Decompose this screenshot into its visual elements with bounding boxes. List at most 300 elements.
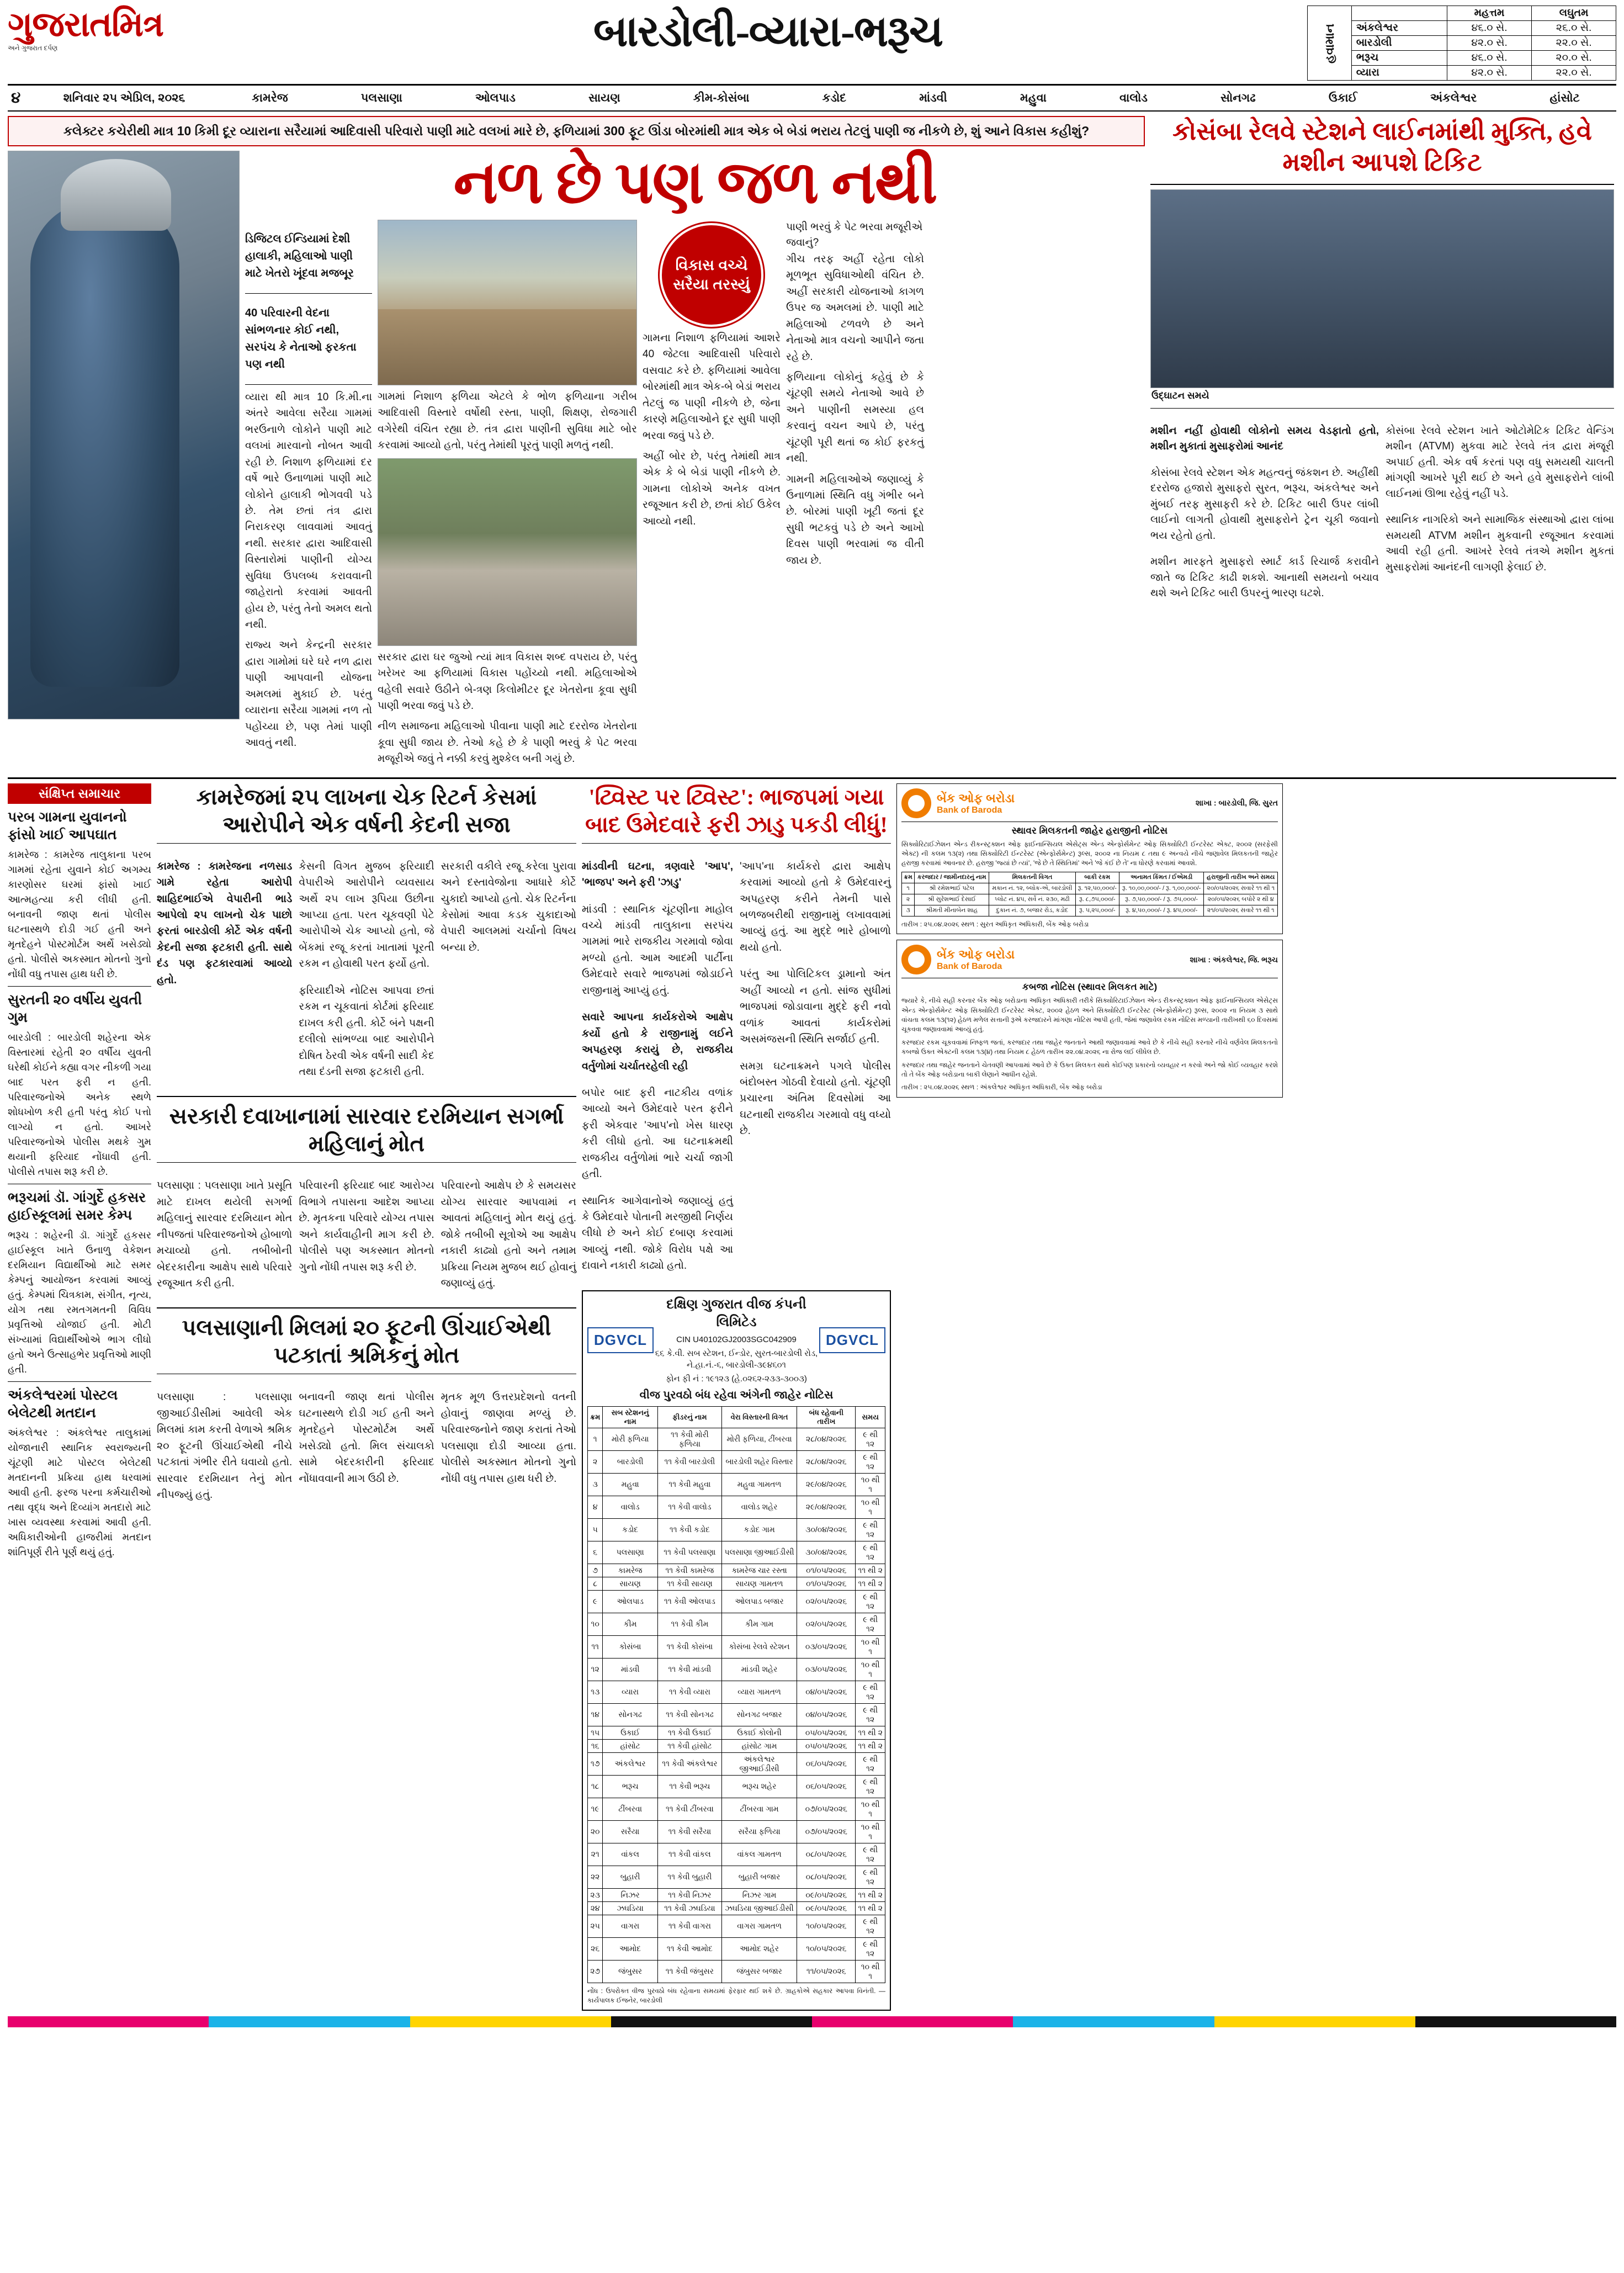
cell: ૨૮/૦૪/૨૦૨૬ [797, 1450, 856, 1473]
lead-body-para: નીળ સમાજના મહિલાઓ પીવાના પાણી માટે દરરોજ ખેતરોના કૂવા સુધી જાય છે. તેઓ કહે છે કે પાણી ભરવું કે પેટ ભરવા મજૂરીએ જવું તે નક્કી કરવું મુશ્કેલ બની ગયું છે. [378, 720, 637, 765]
cell: ૦૯/૦૫/૨૦૨૬ [797, 1888, 856, 1901]
dgvcl-table-header-row [588, 1406, 885, 1428]
dgvcl-ad-footer: નોંધ : ઉપરોક્ત વીજ પુરવઠો બંધ રહેવાના સમયમાં ફેરફાર થઈ શકે છે. ગ્રાહકોએ સહકાર આપવા વિનંતી. — કાર્યપાલક ઈજનેર, બારડોલી [587, 1986, 885, 2004]
color-swatch [410, 2016, 611, 2027]
cell: ૧૧ થી ૨ [856, 1739, 885, 1752]
cell: ૦૪/૦૫/૨૦૨૬ [797, 1681, 856, 1703]
region-item[interactable]: હાંસોટ [1549, 91, 1580, 104]
bank-auction-table [901, 872, 1278, 916]
cell: ૧૧ કેવી નિઝર [657, 1888, 721, 1901]
kamrej-body [157, 848, 576, 1091]
cell: ઓલપાડ બજાર [721, 1590, 797, 1613]
cell: ૧૪ [588, 1703, 603, 1726]
dgvcl-phone: ફોન ફી નં : ૧૯૧૨૩ (હે.૦૨૬૨-૨૩૩-૩૦૦૩) [666, 1374, 807, 1384]
cell: ૧૧ કેવી વ્યારા [657, 1681, 721, 1703]
cell: ૨ [588, 1450, 603, 1473]
brief-body: કામરેજ : કામરેજ તાલુકાના પરબ ગામમાં રહેતા યુવાને કોઈ અગમ્ય કારણોસર ઘરમાં ફાંસો ખાઈ આત્મહત્યા કરી લીધી હતી. બનાવની જાણ થતાં પોલીસ ઘટનાસ્થળે દોડી ગઈ હતી અને મૃતદેહને પોસ્ટમોર્ટમ અર્થે ખસેડ્યો હતો. પોલીસે અકસ્માત મોતનો ગુનો નોંધી વધુ તપાસ હાથ ધરી છે. [8, 849, 151, 979]
masthead [8, 6, 1616, 86]
kamrej-col-1 [157, 848, 292, 1091]
weather-max-header: મહત્તમ [1447, 6, 1531, 21]
bank-ads-column [896, 783, 1283, 2011]
table-row [588, 1752, 885, 1775]
photo-woman-carrying-pot [8, 151, 240, 719]
color-swatch [1214, 2016, 1415, 2027]
hospital-col-3 [441, 1167, 576, 1302]
bank-notice-body-2: કરજદાર રકમ ચૂકવવામાં નિષ્ફળ જતાં, કરજદાર તથા જાહેર જનતાને આથી જણાવવામાં આવે છે કે નીચે સહી કરનારે નીચે વર્ણવેલ મિલકતનો કબજો ઉક્ત એક્ટની કલમ ૧૩(૪) તથા નિયમ ૮ હેઠળ તારીખ ૨૨.૦૪.૨૦૨૬ ના રોજ લઈ લીધેલ છે. [901, 1038, 1278, 1056]
cell: રૂ. ૮,૭૫,૦૦૦/- [1075, 894, 1119, 905]
cell: ૦૫/૦૫/૨૦૨૬ [797, 1739, 856, 1752]
dgvcl-cin: CIN U40102GJ2003SGC042909 [676, 1334, 797, 1344]
kosamba-headline: કોસંબા રેલવે સ્ટેશને લાઈનમાંથી મુક્તિ, હવે મશીન આપશે ટિકિટ [1150, 116, 1614, 185]
cell: ૧૧ કેવી અંકલેશ્વર [657, 1752, 721, 1775]
table-row [588, 1496, 885, 1518]
kosamba-body [1150, 413, 1614, 612]
table-row [588, 1901, 885, 1915]
cell: ૨૧/૦૫/૨૦૨૬ સવારે ૧૧ થી ૧ [1204, 905, 1278, 916]
table-row [588, 1590, 885, 1613]
weather-box [1307, 6, 1616, 81]
weather-min: ૨૨.૦ સે. [1532, 66, 1616, 81]
cell: ૨૯/૦૪/૨૦૨૬ [797, 1496, 856, 1518]
cell: ૬ [588, 1541, 603, 1564]
cell: ૧૧ કેવી ઓલપાડ [657, 1590, 721, 1613]
region-item[interactable]: ઓલપાડ [475, 91, 516, 104]
cell: ૧૧ કેવી ટીંબરવા [657, 1798, 721, 1820]
kosamba-col-2 [1386, 413, 1614, 612]
cell: ૦૬/૦૫/૨૦૨૬ [797, 1752, 856, 1775]
cell: વાંકલ [603, 1843, 658, 1866]
brief-item [8, 1189, 151, 1377]
bank-notice-title: સ્થાવર મિલકતની જાહેર હરાજીની નોટિસ [1011, 825, 1168, 836]
cell: નિઝર ગામ [721, 1888, 797, 1901]
hospital-body-para: પરિવારનો આક્ષેપ છે કે સમયસર યોગ્ય સારવાર આપવામાં ન આવતાં મહિલાનું મોત થયું હતું. જોકે તબીબી સૂત્રોએ આ આક્ષેપ નકારી કાઢ્યો હતો અને તમામ પ્રક્રિયા નિયમ મુજબ થઈ હોવાનું જણાવ્યું હતું. [441, 1180, 576, 1290]
cell: ૩ [902, 905, 915, 916]
cell: ૨૦/૦૫/૨૦૨૬ સવારે ૧૧ થી ૧ [1204, 883, 1278, 894]
table-row [588, 1820, 885, 1843]
brief-title: સુરતની ૨૦ વર્ષીય યુવતી ગુમ [8, 992, 142, 1026]
photo-women-walking-village [378, 220, 637, 385]
table-row [588, 1658, 885, 1681]
color-swatch [1013, 2016, 1214, 2027]
bank-branch: શાખા : અંકલેશ્વર, જિ. ભરૂચ [1190, 955, 1278, 964]
twist-body [582, 848, 891, 1285]
twist-kicker-2: સવારે આપના કાર્યકરોએ આક્ષેપ કર્યો હતો કે રાજીનામું લઈને અપહરણ કરાયું છે, રાજકીય વર્તુળોમાં ચર્ચાતરહેલી રહી [582, 1011, 733, 1072]
cell: રૂ. ૭,૫૦,૦૦૦/- / રૂ. ૭૫,૦૦૦/- [1119, 894, 1203, 905]
divider [157, 1162, 576, 1163]
cell: ૦૭/૦૫/૨૦૨૬ [797, 1820, 856, 1843]
cell: ૩૦/૦૪/૨૦૨૬ [797, 1518, 856, 1541]
brief-item [8, 991, 151, 1179]
edition-nav-strip [8, 86, 1616, 112]
color-swatch [1415, 2016, 1616, 2027]
divider [245, 384, 372, 385]
cell: ૦૧/૦૫/૨૦૨૬ [797, 1577, 856, 1590]
cell: ૦૨/૦૫/૨૦૨૬ [797, 1590, 856, 1613]
divider [582, 843, 891, 844]
region-item[interactable]: સોનગઢ [1220, 91, 1256, 104]
divider [1150, 408, 1614, 409]
table-row [588, 1775, 885, 1798]
kosamba-body-para: કોસંબા રેલવે સ્ટેશન ખાતે ઓટોમેટિક ટિકિટ વેન્ડિંગ મશીન (ATVM) મુકવા માટે રેલવે તંત્ર દ્વારા મંજૂરી અપાઈ હતી. એક વર્ષ કરતાં પણ વધુ સમયથી ચાલતી માંગણી આખરે પૂરી થઈ છે અને હવે મુસાફરોને લાંબી લાઈનમાં ઊભા રહેવું નહીં પડે. [1386, 425, 1614, 500]
cell: પલસાણા [603, 1541, 658, 1564]
cell: મહુવા [603, 1473, 658, 1496]
region-item[interactable]: કડોદ [822, 91, 847, 104]
cell: ૯ થી ૧૨ [856, 1866, 885, 1888]
cell: ૨૩ [588, 1888, 603, 1901]
cell: સાયણ ગામતળ [721, 1577, 797, 1590]
cell: ૧૫ [588, 1726, 603, 1739]
cell: ૧૧ કેવી ઝઘડિયા [657, 1901, 721, 1915]
cell: સરૈયા [603, 1820, 658, 1843]
cell: ૦૭/૦૫/૨૦૨૬ [797, 1798, 856, 1820]
cell: ૦૪/૦૫/૨૦૨૬ [797, 1703, 856, 1726]
publication-logo [8, 6, 229, 52]
cell: માંડવી [603, 1658, 658, 1681]
cell: વ્યારા [603, 1681, 658, 1703]
region-item[interactable]: કીમ-કોસંબા [693, 91, 750, 104]
cell: ૧૧ કેવી બારડોલી [657, 1450, 721, 1473]
cell: ૮ [588, 1577, 603, 1590]
cell: ૯ થી ૧૨ [856, 1428, 885, 1450]
cell: કોસંબા [603, 1635, 658, 1658]
cell: અંકલેશ્વર [603, 1752, 658, 1775]
table-row [588, 1635, 885, 1658]
dgvcl-col-header: ક્રમ [588, 1406, 603, 1428]
bank-notice-body: સિક્યોરિટાઈઝેશન એન્ડ રીકન્સ્ટ્રક્શન ઓફ ફાઈનાન્સિયલ એસેટ્સ એન્ડ એન્ફોર્સમેન્ટ ઓફ સિક્યોરિટી ઈન્ટરેસ્ટ એક્ટ, ૨૦૦૨ (સરફેસી એક્ટ) ની કલમ ૧૩(૨) તથા સિક્યોરિટી ઈન્ટરેસ્ટ (એન્ફોર્સમેન્ટ) રૂલ્સ, ૨૦૦૨ ના નિયમ ૮ તથા ૯ અન્વયે નીચે જણાવેલ મિલકતની જાહેર હરાજી કરવામાં આવનાર છે. હરાજી 'જ્યાં છે ત્યાં', 'જે છે તે સ્થિતિમાં' અને 'જે કંઈ છે તે' ના ધોરણે કરવામાં આવશે. [901, 840, 1278, 867]
cell: ૧૧ કેવી વાગરા [657, 1915, 721, 1937]
region-item[interactable]: ઉકાઈ [1328, 91, 1357, 104]
cell: આમોદ શહેર [721, 1937, 797, 1960]
hospital-body [157, 1167, 576, 1302]
lead-body-para: ગામના નિશાળ ફળિયામાં આશરે 40 જેટલા આદિવાસી પરિવારો વસવાટ કરે છે. ફળિયામાં આવેલા બોરમાંથી માત્ર એક-બે બેડાં ભરાય તેટલું જ પાણી નીકળે છે, જેના કારણે મહિલાઓને દૂર સુધી પાણી ભરવા જવું પડે છે. [643, 332, 781, 442]
bank-col-header: બાકી રકમ [1075, 872, 1119, 883]
kamrej-body-para: ફરિયાદીએ નોટિસ આપવા છતાં રકમ ન ચૂકવાતાં કોર્ટમાં ફરિયાદ દાખલ કરી હતી. કોર્ટે બંને પક્ષની દલીલો સાંભળ્યા બાદ આરોપીને દોષિત ઠેરવી એક વર્ષની સાદી કેદ તથા દંડની સજા ફટકારી હતી. [299, 984, 434, 1078]
lead-body-para: રાજ્ય અને કેન્દ્રની સરકાર દ્વારા ગામોમાં ઘરે ઘરે નળ દ્વારા પાણી આપવાની યોજના અમલમાં મુકાઈ છે. પરંતુ વ્યારાના સરૈયા ગામમાં નળ તો પહોંચ્યા છે, પણ તેમાં પાણી આવતું નથી. [245, 639, 372, 749]
cell: ૯ થી ૧૨ [856, 1843, 885, 1866]
cell: વાંકલ ગામતળ [721, 1843, 797, 1866]
hospital-col-2 [299, 1167, 434, 1302]
table-row [588, 1703, 885, 1726]
cell: ભરૂચ શહેર [721, 1775, 797, 1798]
weather-city: અંકલેશ્વર [1351, 21, 1447, 36]
region-item[interactable]: કામરેજ [252, 91, 288, 104]
cell: પ્લોટ નં. ૪૫, સર્વે નં. ૨૩૦, મઢી [989, 894, 1075, 905]
lead-banner-text: કલેક્ટર કચેરીથી માત્ર 10 કિમી દૂર વ્યારાના સરૈયામાં આદિવાસી પરિવારો પાણી માટે વલખાં મારે છે, ફળિયામાં 300 ફૂટ ઊંડા બોરમાંથી માત્ર એક બે બેડાં ભરાય તેટલું પાણી જ નીકળે છે, શું આને વિકાસ કહીશું? [8, 116, 1145, 146]
table-row [588, 1798, 885, 1820]
mill-body-para: પલસાણા : પલસાણા જીઆઈડીસીમાં આવેલી એક મિલમાં કામ કરતી વેળાએ શ્રમિક ૨૦ ફૂટની ઊંચાઈએથી નીચે પટકાતાં ગંભીર રીતે ઘવાયો હતો. સારવાર દરમિયાન તેનું મોત નીપજ્યું હતું. [157, 1391, 293, 1501]
cell: ટીંબરવા ગામ [721, 1798, 797, 1820]
cell: ૧૧ થી ૨ [856, 1901, 885, 1915]
cell: રૂ. ૧૨,૫૦,૦૦૦/- [1075, 883, 1119, 894]
color-registration-bar [8, 2016, 1616, 2027]
cell: શ્રી રમેશભાઈ પટેલ [915, 883, 989, 894]
divider [157, 843, 576, 844]
weather-blank-header [1351, 6, 1447, 21]
lead-body-para: વ્યારા થી માત્ર 10 કિ.મી.ના અંતરે આવેલા સરૈયા ગામમાં ભરઉનાળે લોકોને પાણી માટે વલખાં મારવાનો નોબત આવી રહી છે. નિશાળ ફળિયામાં દર વર્ષે ભારે ઉનાળામાં પાણી માટે લોકોને હાલાકી ભોગવવી પડે છે. તેમ છતાં તંત્ર દ્વારા નિરાકરણ લાવવામાં આવતું નથી. સરકાર દ્વારા આદિવાસી વિસ્તારોમાં પાણીની યોગ્ય સુવિધા ઉપલબ્ધ કરાવવાની જાહેરાતો કરવામાં આવતી હોય છે, પરંતુ તેનો અમલ થતો નથી. [245, 391, 372, 631]
cell: સોનગઢ [603, 1703, 658, 1726]
cell: વાગરા ગામતળ [721, 1915, 797, 1937]
weather-city: ભરૂચ [1351, 51, 1447, 66]
brief-body: અંકલેશ્વર : અંકલેશ્વર તાલુકામાં યોજાનારી સ્થાનિક સ્વરાજ્યની ચૂંટણી માટે પોસ્ટલ બેલેટથી મતદાનની પ્રક્રિયા હાથ ધરવામાં આવી હતી. ફરજ પરના કર્મચારીઓ તથા વૃદ્ધ અને દિવ્યાંગ મતદારો માટે ખાસ વ્યવસ્થા કરવામાં આવી હતી. અધિકારીઓની હાજરીમાં મતદાન શાંતિપૂર્ણ રીતે પૂર્ણ થયું હતું. [8, 1427, 151, 1557]
mill-body-para: બનાવની જાણ થતાં પોલીસ ઘટનાસ્થળે દોડી ગઈ હતી અને મૃતદેહને પોસ્ટમોર્ટમ અર્થે ખસેડ્યો હતો. મિલ સંચાલકો સામે બેદરકારીની ફરિયાદ નોંધાવવાની માગ ઉઠી છે. [299, 1391, 434, 1485]
region-item[interactable]: વાલોડ [1119, 91, 1148, 104]
lead-sub-headline: પાણી ભરવું કે પેટ ભરવા મજૂરીએ જવાનું? [786, 221, 923, 249]
cell: ૧૧ કેવી કામરેજ [657, 1564, 721, 1577]
cell: સરૈયા ફળિયા [721, 1820, 797, 1843]
lead-columns [245, 220, 1145, 772]
table-row [588, 1541, 885, 1564]
bank-table-header-row [902, 872, 1278, 883]
cell: ૧ [902, 883, 915, 894]
cell: વાગરા [603, 1915, 658, 1937]
twist-col-2 [740, 848, 891, 1285]
cell: ૧૧ કેવી મહુવા [657, 1473, 721, 1496]
lead-headline: નળ છે પણ જળ નથી [453, 150, 937, 216]
kamrej-body-para: સરકારી વકીલે રજૂ કરેલા પુરાવા અને દસ્તાવેજોના આધારે કોર્ટે ચુકાદો આપ્યો હતો. ચેક રિટર્નના કેસોમાં આવા કડક ચુકાદાઓ વેપારી આલમમાં ચર્ચાનો વિષય બન્યા છે. [441, 860, 576, 953]
lead-kicker-1: ડિજિટલ ઈન્ડિયામાં દેશી હાલાકી, મહિલાઓ પાણી માટે ખેતરો ખૂંદવા મજબૂર [245, 232, 354, 279]
lead-photo-column [8, 151, 240, 772]
cell: ઝઘડિયા [603, 1901, 658, 1915]
cell: ૧૧ થી ૨ [856, 1577, 885, 1590]
color-swatch [812, 2016, 1013, 2027]
cell: ૦૩/૦૫/૨૦૨૬ [797, 1635, 856, 1658]
cell: ૨૬ [588, 1937, 603, 1960]
lead-body-para: અહીં બોર છે, પરંતુ તેમાંથી માત્ર એક કે બે બેડાં પાણી નીકળે છે. ગામના લોકોએ અનેક વખત રજૂઆત કરી છે, છતાં કોઈ ઉકેલ આવ્યો નથી. [643, 450, 781, 527]
cell: માંડવી શહેર [721, 1658, 797, 1681]
weather-city: બારડોલી [1351, 36, 1447, 51]
cell: ૧૦ થી ૧ [856, 1473, 885, 1496]
kosamba-body-para: કોસંબા રેલવે સ્ટેશન એક મહત્વનું જંકશન છે. અહીંથી દરરોજ હજારો મુસાફરો સુરત, ભરૂચ, અંકલેશ્વર અને મુંબઈ તરફ મુસાફરી કરે છે. ટિકિટ બારી ઉપર લાંબી લાઈનો લાગતી હોવાથી મુસાફરોને ટ્રેન ચૂકી જવાનો ભય રહેતો હતો. [1150, 467, 1379, 542]
region-item[interactable]: સાયણ [588, 91, 620, 104]
cell: મકાન નં. ૧૨, બ્લોક-એ, બારડોલી [989, 883, 1075, 894]
divider [157, 1096, 576, 1097]
cell: ૧૧ કેવી કીમ [657, 1613, 721, 1635]
bank-ad-header [901, 788, 1278, 822]
cell: ૨૮/૦૪/૨૦૨૬ [797, 1428, 856, 1450]
table-row [588, 1564, 885, 1577]
cell: ૨ [902, 894, 915, 905]
cell: ૯ [588, 1590, 603, 1613]
kamrej-col-3 [441, 848, 576, 1091]
region-item[interactable]: અંકલેશ્વર [1430, 91, 1477, 104]
cell: પલસાણા જીઆઈડીસી [721, 1541, 797, 1564]
cell: વ્યારા ગામતળ [721, 1681, 797, 1703]
mill-col-1 [157, 1379, 292, 1513]
cell: મોરી ફળિયા [603, 1428, 658, 1450]
cell: ૩ [588, 1473, 603, 1496]
bank-name-english: Bank of Baroda [937, 805, 1002, 815]
cell: અંકલેશ્વર જીઆઈડીસી [721, 1752, 797, 1775]
cell: ૯ થી ૧૨ [856, 1590, 885, 1613]
cell: ૧૧ કેવી જંબુસર [657, 1960, 721, 1983]
dgvcl-col-header: સબ સ્ટેશનનું નામ [603, 1406, 658, 1428]
table-row [588, 1613, 885, 1635]
cell: ૧૧ કેવી સોનગઢ [657, 1703, 721, 1726]
table-row [588, 1428, 885, 1450]
weather-min-header: લઘુતમ [1532, 6, 1616, 21]
cell: હાંસોટ ગામ [721, 1739, 797, 1752]
lead-story-layout [8, 151, 1145, 772]
cell: ૨૫ [588, 1915, 603, 1937]
logo-main-text: ગુજરાતમિત્ર [8, 6, 164, 44]
weather-row [1308, 66, 1616, 81]
page-number: ૪ [11, 89, 21, 106]
dgvcl-outage-table [587, 1406, 885, 1983]
cell: ૧૦ [588, 1613, 603, 1635]
kamrej-kicker: કામરેજ : કામરેજના નળસાડ ગામે રહેતા આરોપી શાહિદભાઈએ વેપારીની ભાડે આપેલો ૨૫ લાખનો ચેક પાછો ફરતાં બારડોલી કોર્ટે એક વર્ષની કેદની સજા ફટકારી હતી. સાથે દંડ પણ ફટકારવામાં આવ્યો હતો. [157, 860, 293, 986]
cell: ૧૦ થી ૧ [856, 1820, 885, 1843]
dgvcl-logo-left: DGVCL [587, 1327, 654, 1353]
kosamba-col-1 [1150, 413, 1379, 612]
weather-table [1307, 6, 1616, 81]
kosamba-photo-caption: ઉદ્ઘાટન સમયે [1151, 390, 1209, 401]
brief-body: બારડોલી : બારડોલી શહેરના એક વિસ્તારમાં રહેતી ૨૦ વર્ષીય યુવતી ઘરેથી કોઈને કહ્યા વગર નીકળી ગયા બાદ પરત ફરી ન હતી. પરિવારજનોએ અનેક સ્થળે શોધખોળ કરી હતી પરંતુ કોઈ પત્તો લાગ્યો ન હતો. આખરે પરિવારજનોએ પોલીસ મથકે ગુમ થયાની ફરિયાદ નોંધાવી હતી. પોલીસે તપાસ શરૂ કરી છે. [8, 1031, 151, 1177]
lead-body-para: ફળિયાના લોકોનું કહેવું છે કે ચૂંટણી સમયે નેતાઓ આવે છે અને પાણીની સમસ્યા હલ કરવાનું વચન આપે છે, પરંતુ ચૂંટણી પૂરી થતાં જ કોઈ ફરકતું નથી. [786, 371, 924, 465]
cell: ૧૯ [588, 1798, 603, 1820]
dgvcl-col-header: ફીડરનું નામ [657, 1406, 721, 1428]
weather-city: વ્યારા [1351, 66, 1447, 81]
briefs-section-title: સંક્ષિપ્ત સમાચાર [8, 783, 151, 804]
region-item[interactable]: માંડવી [919, 91, 947, 104]
kamrej-col-2 [299, 848, 434, 1091]
hospital-body-para: પલસાણા : પલસાણા ખાતે પ્રસૂતિ માટે દાખલ થયેલી સગર્ભા મહિલાનું સારવાર દરમિયાન મોત નીપજતાં પરિવારજનોએ હોબાળો મચાવ્યો હતો. તબીબોની બેદરકારીના આક્ષેપ સાથે પરિવારે રજૂઆત કરી હતી. [157, 1180, 293, 1290]
cell: આમોદ [603, 1937, 658, 1960]
cell: સોનગઢ બજાર [721, 1703, 797, 1726]
table-row [588, 1681, 885, 1703]
cell: ૦૮/૦૫/૨૦૨૬ [797, 1843, 856, 1866]
dgvcl-advertisement [582, 1290, 891, 2011]
table-row [588, 1726, 885, 1739]
cell: ૨૭ [588, 1960, 603, 1983]
cell: ૦૫/૦૫/૨૦૨૬ [797, 1726, 856, 1739]
brief-title: અંકલેશ્વરમાં પોસ્ટલ બેલેટથી મતદાન [8, 1387, 118, 1421]
cell: કડોદ ગામ [721, 1518, 797, 1541]
bank-ad-header [901, 945, 1278, 978]
dgvcl-notice-title: વીજ પુરવઠો બંધ રહેવા અંગેની જાહેર નોટિસ [639, 1389, 834, 1401]
lead-column-1 [245, 220, 372, 772]
dgvcl-table-body [588, 1428, 885, 1983]
cell: મોરી ફળિયા, ટીંબરવા [721, 1428, 797, 1450]
cell: નિઝર [603, 1888, 658, 1901]
cell: ૨૪ [588, 1901, 603, 1915]
cell: ૦૧/૦૫/૨૦૨૬ [797, 1564, 856, 1577]
twist-body-para: પરંતુ આ પોલિટિકલ ડ્રામાનો અંત અહીં આવ્યો ન હતો. સાંજ સુધીમાં ભાજપમાં જોડાવાના મુદ્દે ફરી નવો વળાંક આવતાં કાર્યકરોમાં અસમંજસની સ્થિતિ સર્જાઈ હતી. [740, 968, 891, 1046]
mill-col-3 [441, 1379, 576, 1513]
cell: ૧૧ કેવી વાલોડ [657, 1496, 721, 1518]
divider [8, 1381, 151, 1382]
cell: હાંસોટ [603, 1739, 658, 1752]
cell: ૦૩/૦૫/૨૦૨૬ [797, 1658, 856, 1681]
lead-column-3 [643, 220, 781, 772]
photo-station-ticket-machine [1150, 189, 1614, 388]
kosamba-story-column [1150, 116, 1614, 772]
cell: કામરેજ [603, 1564, 658, 1577]
cell: ૧૧ કેવી કડોદ [657, 1518, 721, 1541]
color-swatch [209, 2016, 410, 2027]
kamrej-headline: કામરેજમાં ૨૫ લાખના ચેક રિટર્ન કેસમાં આરોપીને એક વર્ષની કેદની સજા [196, 784, 537, 837]
table-row [588, 1518, 885, 1541]
region-list [215, 92, 1616, 105]
cell: ૩૦/૦૪/૨૦૨૬ [797, 1541, 856, 1564]
lead-body-para: ગામની મહિલાઓએ જણાવ્યું કે ઉનાળામાં સ્થિતિ વધુ ગંભીર બને છે. બોરમાં પાણી ખૂટી જતાં દૂર સુધી ભટકવું પડે છે અને આખો દિવસ પાણી ભરવામાં જ વીતી જાય છે. [786, 473, 924, 566]
cell: ૧૮ [588, 1775, 603, 1798]
lead-column-2 [378, 220, 637, 772]
table-row [588, 1577, 885, 1590]
weather-max: ૪૬.૦ સે. [1447, 51, 1531, 66]
cell: ૯ થી ૧૨ [856, 1915, 885, 1937]
cell: કામરેજ ચાર રસ્તા [721, 1564, 797, 1577]
lead-kicker-2: 40 પરિવારની વેદના સાંભળનાર કોઈ નથી, સરપંચ કે નેતાઓ ફરકતા પણ નથી [245, 306, 357, 370]
bank-notice-body: જ્યારે કે, નીચે સહી કરનાર બેંક ઓફ બરોડાના અધિકૃત અધિકારી તરીકે સિક્યોરિટાઈઝેશન એન્ડ રીકન્સ્ટ્રક્શન ઓફ ફાઈનાન્સિયલ એસેટ્સ એન્ડ એન્ફોર્સમેન્ટ ઓફ સિક્યોરિટી ઈન્ટરેસ્ટ એક્ટ, ૨૦૦૨ હેઠળ અને સિક્યોરિટી ઈન્ટરેસ્ટ (એન્ફોર્સમેન્ટ) રૂલ્સ, ૨૦૦૨ ના નિયમ ૩ સાથે વાંચતા કલમ ૧૩(૧૨) હેઠળ મળેલ સત્તાની રૂએ કરજદારને માંગણા નોટિસ આપી હતી, જેમાં જણાવેલ રકમ નોટિસ મળ્યાની તારીખથી ૬૦ દિવસમાં ચૂકવવા જણાવવામાં આવ્યું હતું. [901, 997, 1278, 1034]
weather-row [1308, 21, 1616, 36]
table-row [588, 1866, 885, 1888]
cell: ૨૨ [588, 1866, 603, 1888]
cell: કોસંબા રેલવે સ્ટેશન [721, 1635, 797, 1658]
weather-max: ૪૨.૦ સે. [1447, 36, 1531, 51]
cell: ૯ થી ૧૨ [856, 1937, 885, 1960]
cell: કીમ [603, 1613, 658, 1635]
cell: ૧ [588, 1428, 603, 1450]
weather-max: ૪૨.૦ સે. [1447, 66, 1531, 81]
cell: ૭ [588, 1564, 603, 1577]
table-row [588, 1473, 885, 1496]
brief-item [8, 808, 151, 982]
main-content-grid [8, 116, 1616, 772]
cell: ૯ થી ૧૨ [856, 1752, 885, 1775]
photo-woman-at-well [378, 458, 637, 646]
cell: ૯ થી ૧૨ [856, 1518, 885, 1541]
cell: ૯ થી ૧૨ [856, 1681, 885, 1703]
region-item[interactable]: મહુવા [1020, 91, 1047, 104]
cell: બારડોલી શહેર વિસ્તાર [721, 1450, 797, 1473]
dgvcl-company-name: દક્ષિણ ગુજરાત વીજ કંપની લિમિટેડ [666, 1296, 806, 1330]
bank-notice-body-3: કરજદાર તથા જાહેર જનતાને ચેતવણી આપવામાં આવે છે કે ઉક્ત મિલકત સાથે કોઈપણ પ્રકારનો વ્યવહાર ન કરવો અને જો કોઈ વ્યવહાર કરશે તો તે બેંક ઓફ બરોડાના બાકી લેણાને આધીન રહેશે. [901, 1061, 1278, 1078]
cell: ઝઘડિયા જીઆઈડીસી [721, 1901, 797, 1915]
cell: ૫ [588, 1518, 603, 1541]
logo-sub-text: અને ગુજરાત દર્પણ [8, 44, 58, 52]
cell: ૧૬ [588, 1739, 603, 1752]
divider [245, 293, 372, 294]
table-row [588, 1843, 885, 1866]
bank-col-header: અનામત કિંમત / ઈએમડી [1119, 872, 1203, 883]
bank-col-header: ક્રમ [902, 872, 915, 883]
cell: ૧૧ કેવી કોસંબા [657, 1635, 721, 1658]
bank-name: બેંક ઓફ બરોડા [937, 947, 1015, 962]
color-swatch [8, 2016, 209, 2027]
brief-title: ભરૂચમાં ડૉ. ગાંગુર્દે હકસર હાઈસ્કૂલમાં સમર કેમ્પ [8, 1189, 146, 1223]
weather-min: ૨૬.૦ સે. [1532, 21, 1616, 36]
cell: ભરૂચ [603, 1775, 658, 1798]
bank-ad-footer: તારીખ : ૨૫.૦૪.૨૦૨૬ સ્થળ : સુરત અધિકૃત અધિકારી, બેંક ઓફ બરોડા [901, 920, 1089, 928]
cell: ૧૦/૦૫/૨૦૨૬ [797, 1915, 856, 1937]
lead-body-para: ગામમાં નિશાળ ફળિયા એટલે કે ભોળ ફળિયાના ગરીબ આદિવાસી વિસ્તારે વર્ષોથી રસ્તા, પાણી, શિક્ષણ, રોજગારી વગેરેથી વંચિત રહ્યા છે. તંત્ર દ્વારા પાણીની સુવિધા માટે બોર કરવામાં આવ્યો હતો, પરંતુ તેમાંથી પૂરતું પાણી મળતું નથી. [378, 390, 637, 452]
cell: ૧૧ કેવી પલસાણા [657, 1541, 721, 1564]
region-item[interactable]: પલસાણા [360, 91, 402, 104]
cell: ૧૦ થી ૧ [856, 1798, 885, 1820]
lead-story-column [8, 116, 1145, 772]
cell: ૧૦ થી ૧ [856, 1635, 885, 1658]
cell: ૧૨ [588, 1658, 603, 1681]
cell: ૦૮/૦૫/૨૦૨૬ [797, 1866, 856, 1888]
cell: ૧૦ થી ૧ [856, 1658, 885, 1681]
cell: મહુવા ગામતળ [721, 1473, 797, 1496]
dgvcl-office-address: ૬૬ કે.વી. સબ સ્ટેશન, ઈન્ડોર, સુરત-બારડોલી રોડ, ને.હા.નં.-૬, બારડોલી-૩૯૪૬૦૧ [655, 1348, 818, 1370]
twist-kicker-1: માંડવીની ઘટના, ત્રણવારે 'આપ', 'ભાજપ' અને ફરી 'ઝાડુ' [582, 860, 733, 889]
cell: ૧૧ કેવી માંડવી [657, 1658, 721, 1681]
bank-logo-icon [901, 945, 931, 974]
table-row [902, 894, 1278, 905]
hospital-body-para: પરિવારની ફરિયાદ બાદ આરોગ્ય વિભાગે તપાસના આદેશ આપ્યા છે. મૃતકના પરિવારે યોગ્ય તપાસ અને કાર્યવાહીની માગ કરી છે. પોલીસે પણ અકસ્માત મોતનો ગુનો નોંધી તપાસ શરૂ કરી છે. [299, 1180, 434, 1273]
